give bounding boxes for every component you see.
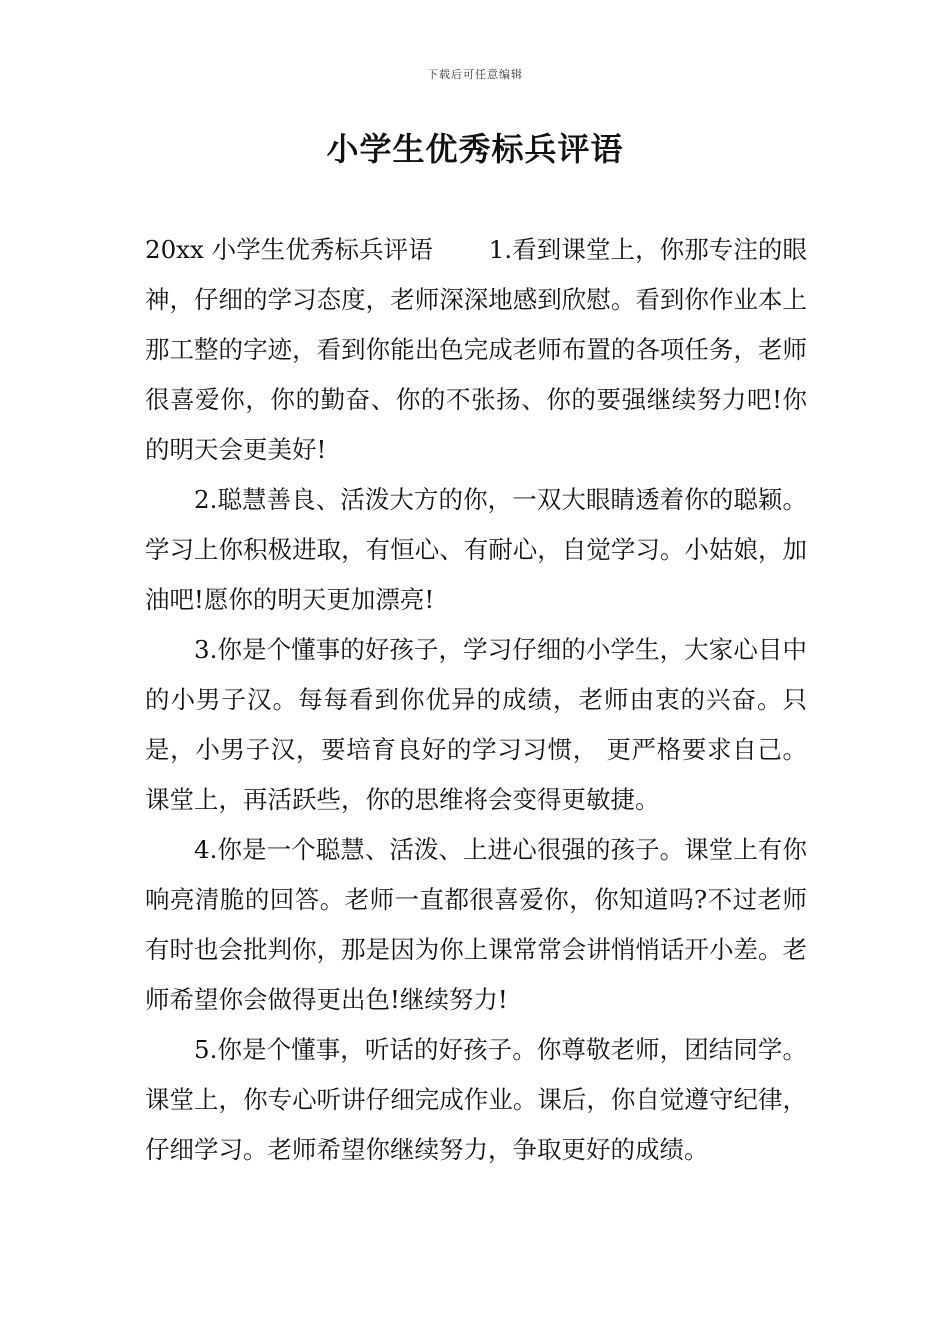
paragraph-4: 4.你是一个聪慧、活泼、上进心很强的孩子。课堂上有你响亮清脆的回答。老师一直都很喜爱你，你知道吗?不过老师有时也会批判你，那是因为你上课常常会讲悄悄话开小差。老师希望你会做得更出色!继续努力! (145, 835, 807, 1014)
paragraph-5: 5.你是个懂事，听话的好孩子。你尊敬老师，团结同学。课堂上，你专心听讲仔细完成作业。课后，你自觉遵守纪律，仔细学习。老师希望你继续努力，争取更好的成绩。 (145, 1035, 807, 1164)
paragraph-2: 2.聪慧善良、活泼大方的你，一双大眼睛透着你的聪颖。学习上你积极进取，有恒心、有耐心，自觉学习。小姑娘，加油吧!愿你的明天更加漂亮! (145, 485, 807, 614)
paragraph-1 (145, 225, 807, 475)
paragraph-3: 3.你是个懂事的好孩子，学习仔细的小学生，大家心目中的小男子汉。每每看到你优异的成绩，老师由衷的兴奋。只是，小男子汉，要培育良好的学习习惯， 更严格要求自己。课堂上，再活跃些，你的思维将会变得更敏捷。 (145, 635, 807, 814)
header-note: 下载后可任意编辑 (427, 68, 523, 81)
paragraph-text: 1.看到课堂上，你那专注的眼神，仔细的学习态度，老师深深地感到欣慰。看到你作业本上那工整的字迹，看到你能出色完成老师布置的各项任务，老师很喜爱你，你的勤奋、你的不张扬、你的要强继续努力吧!你的明天会更美好! (145, 235, 807, 464)
intro-heading: 20xx 小学生优秀标兵评语 (145, 235, 433, 264)
document-body (145, 225, 807, 1175)
document-title: 小学生优秀标兵评语 (326, 130, 624, 168)
